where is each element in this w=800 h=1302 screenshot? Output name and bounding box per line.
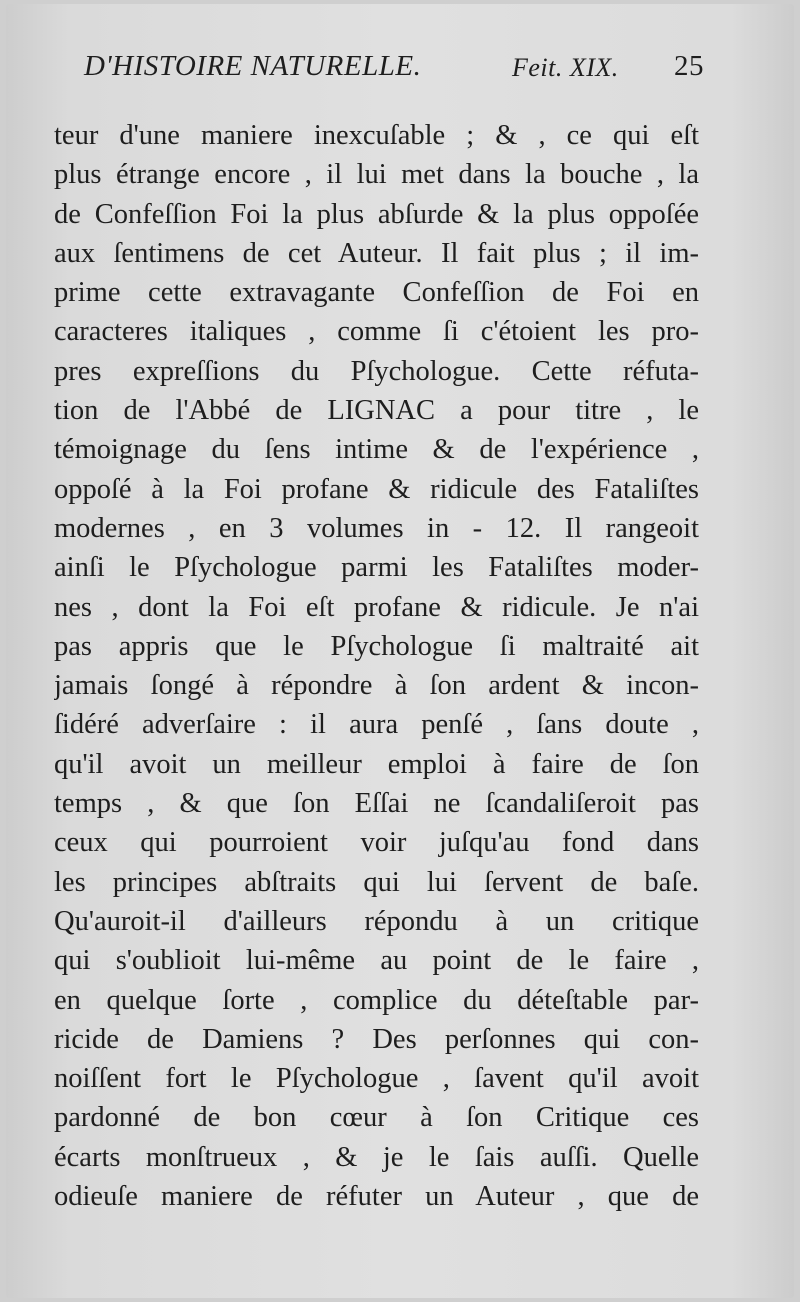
text-line: en quelque ſorte , complice du déteſtable par- [54,984,699,1016]
text-line: oppoſé à la Foi profane & ridicule des Fataliſtes [54,473,699,505]
text-line: teur d'une maniere inexcuſable ; & , ce qui eſt [54,120,699,151]
text-line: qu'il avoit un meilleur emploi à faire de ſon [54,748,699,780]
text-line: qui s'oublioit lui-même au point de le faire , [54,945,699,977]
page-number: 25 [674,50,704,82]
running-title: D'HISTOIRE NATURELLE. [84,50,422,82]
text-line: temps , & que ſon Eſſai ne ſcandaliſeroit pas [54,788,699,820]
text-line: prime cette extravagante Confeſſion de Foi en [54,277,699,309]
sheet-mark: Feit. XIX. [512,53,619,82]
text-line: tion de l'Abbé de LIGNAC a pour titre , le [54,395,699,427]
text-line: écarts monſtrueux , & je le ſais auſſi. Quelle [54,1141,699,1173]
text-line: ainſi le Pſychologue parmi les Fataliſtes moder- [54,552,699,584]
text-line: noiſſent fort le Pſychologue , ſavent qu'il avoit [54,1063,699,1095]
text-line: les principes abſtraits qui lui ſervent de baſe. [54,866,699,898]
text-line: ſidéré adverſaire : il aura penſé , ſans doute , [54,709,699,741]
text-line: pres expreſſions du Pſychologue. Cette réfuta- [54,355,699,387]
page-text [54,116,699,1216]
text-line: ricide de Damiens ? Des perſonnes qui con- [54,1023,699,1055]
text-line: jamais ſongé à répondre à ſon ardent & incon- [54,670,699,702]
text-line: pardonné de bon cœur à ſon Critique ces [54,1102,699,1134]
text-line: Qu'auroit-il d'ailleurs répondu à un critique [54,905,699,937]
text-line: caracteres italiques , comme ſi c'étoient les pro- [54,316,699,348]
text-line: plus étrange encore , il lui met dans la bouche , la [54,159,699,191]
text-line: nes , dont la Foi eſt profane & ridicule. Je n'ai [54,591,699,623]
text-line: de Confeſſion Foi la plus abſurde & la plus oppoſée [54,198,699,230]
book-page [6,4,794,1298]
text-line: odieuſe maniere de réfuter un Auteur , que de [54,1181,699,1213]
running-header [84,50,704,90]
text-line: ceux qui pourroient voir juſqu'au fond dans [54,827,699,859]
text-line: aux ſentimens de cet Auteur. Il fait plus ; il im- [54,237,699,269]
text-line: témoignage du ſens intime & de l'expérience , [54,434,699,466]
text-line: pas appris que le Pſychologue ſi maltraité ait [54,630,699,662]
text-line: modernes , en 3 volumes in - 12. Il rangeoit [54,512,699,544]
